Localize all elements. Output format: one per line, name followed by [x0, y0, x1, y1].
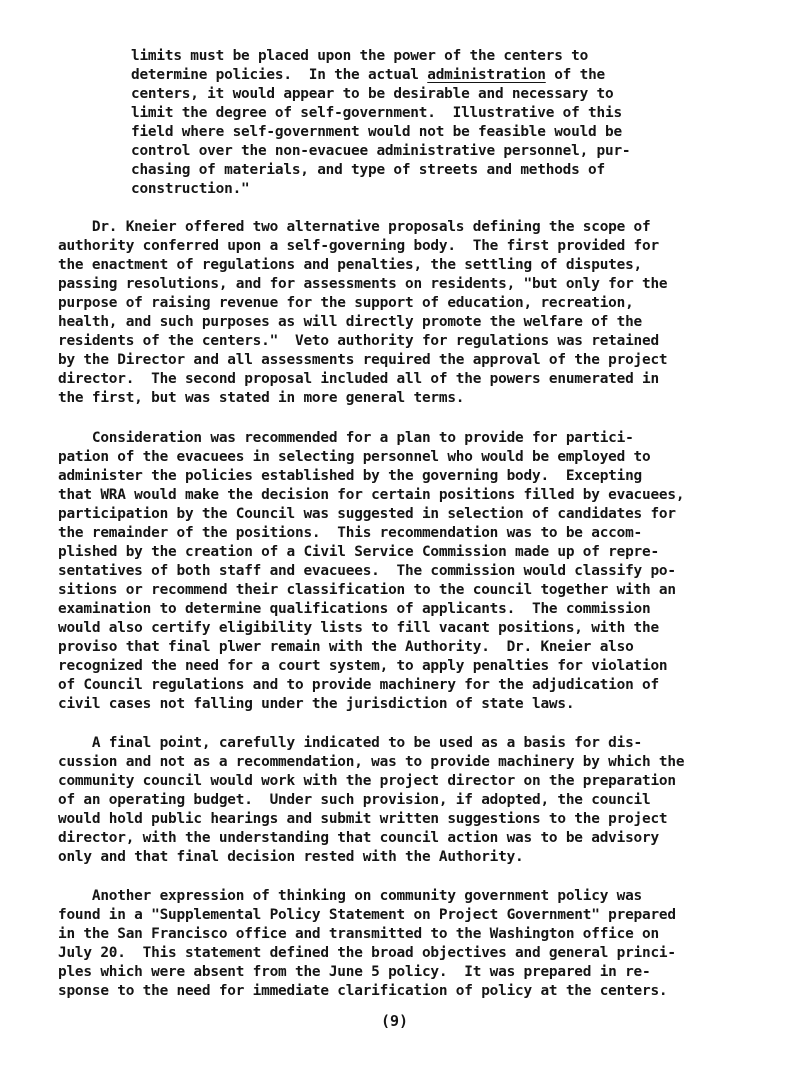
text-line: sponse to the need for immediate clarification of policy at the centers.: [58, 983, 668, 999]
text-line: the enactment of regulations and penalties, the settling of disputes,: [58, 257, 643, 273]
text-line: of an operating budget. Under such provision, if adopted, the council: [58, 792, 651, 808]
quote-line: [131, 66, 605, 85]
text-line: pation of the evacuees in selecting personnel who would be employed to: [58, 449, 651, 465]
text-line: Consideration was recommended for a plan to provide for partici-: [58, 430, 634, 446]
text-line: participation by the Council was suggested in selection of candidates for: [58, 506, 676, 522]
text-line: proviso that final plwer remain with the Authority. Dr. Kneier also: [58, 639, 634, 655]
quote-line: limit the degree of self-government. Illustrative of this: [131, 105, 622, 121]
text-line: director, with the understanding that council action was to be advisory: [58, 830, 659, 846]
text-line: examination to determine qualifications of applicants. The commission: [58, 601, 651, 617]
quote-line: construction.": [131, 181, 250, 197]
text-line: ples which were absent from the June 5 policy. It was prepared in re-: [58, 964, 651, 980]
text-line: only and that final decision rested with the Authority.: [58, 849, 524, 865]
text-line: of Council regulations and to provide machinery for the adjudication of: [58, 677, 659, 693]
text-line: the remainder of the positions. This recommendation was to be accom-: [58, 525, 643, 541]
text-line: director. The second proposal included all of the powers enumerated in: [58, 371, 659, 387]
text-line: that WRA would make the decision for certain positions filled by evacuees,: [58, 487, 685, 503]
text-line: sitions or recommend their classification to the council together with an: [58, 582, 676, 598]
text-line: authority conferred upon a self-governing body. The first provided for: [58, 238, 659, 254]
text-line: Another expression of thinking on community government policy was: [58, 888, 643, 904]
text-line: plished by the creation of a Civil Service Commission made up of repre-: [58, 544, 659, 560]
text-line: would hold public hearings and submit written suggestions to the project: [58, 811, 668, 827]
text-line: found in a "Supplemental Policy Statement on Project Government" prepared: [58, 907, 676, 923]
quote-line: control over the non-evacuee administrative personnel, pur-: [131, 143, 631, 159]
text-line: sentatives of both staff and evacuees. The commission would classify po-: [58, 563, 676, 579]
text-line: civil cases not falling under the jurisdiction of state laws.: [58, 696, 575, 712]
quote-line: centers, it would appear to be desirable and necessary to: [131, 86, 614, 102]
text-line: July 20. This statement defined the broad objectives and general princi-: [58, 945, 676, 961]
text-line: the first, but was stated in more general terms.: [58, 390, 465, 406]
text-line: administer the policies established by the governing body. Excepting: [58, 468, 643, 484]
text-line: passing resolutions, and for assessments on residents, "but only for the: [58, 276, 668, 292]
quote-text: of the: [545, 67, 605, 83]
text-line: recognized the need for a court system, to apply penalties for violation: [58, 658, 668, 674]
text-line: residents of the centers." Veto authority for regulations was retained: [58, 333, 659, 349]
text-line: A final point, carefully indicated to be used as a basis for dis-: [58, 735, 643, 751]
page-number: (9): [381, 1012, 409, 1030]
quote-line: chasing of materials, and type of streets and methods of: [131, 162, 605, 178]
quote-line: field where self-government would not be feasible would be: [131, 124, 622, 140]
text-line: community council would work with the project director on the preparation: [58, 773, 676, 789]
text-line: health, and such purposes as will directly promote the welfare of the: [58, 314, 643, 330]
text-line: by the Director and all assessments required the approval of the project: [58, 352, 668, 368]
text-line: Dr. Kneier offered two alternative proposals defining the scope of: [58, 219, 651, 235]
text-line: in the San Francisco office and transmitted to the Washington office on: [58, 926, 659, 942]
text-line: cussion and not as a recommendation, was to provide machinery by which the: [58, 754, 685, 770]
text-line: purpose of raising revenue for the support of education, recreation,: [58, 295, 634, 311]
quote-text: determine policies. In the actual: [131, 67, 428, 83]
text-line: would also certify eligibility lists to fill vacant positions, with the: [58, 620, 659, 636]
quote-line: limits must be placed upon the power of the centers to: [131, 48, 589, 64]
underlined-word: administration: [427, 67, 546, 83]
